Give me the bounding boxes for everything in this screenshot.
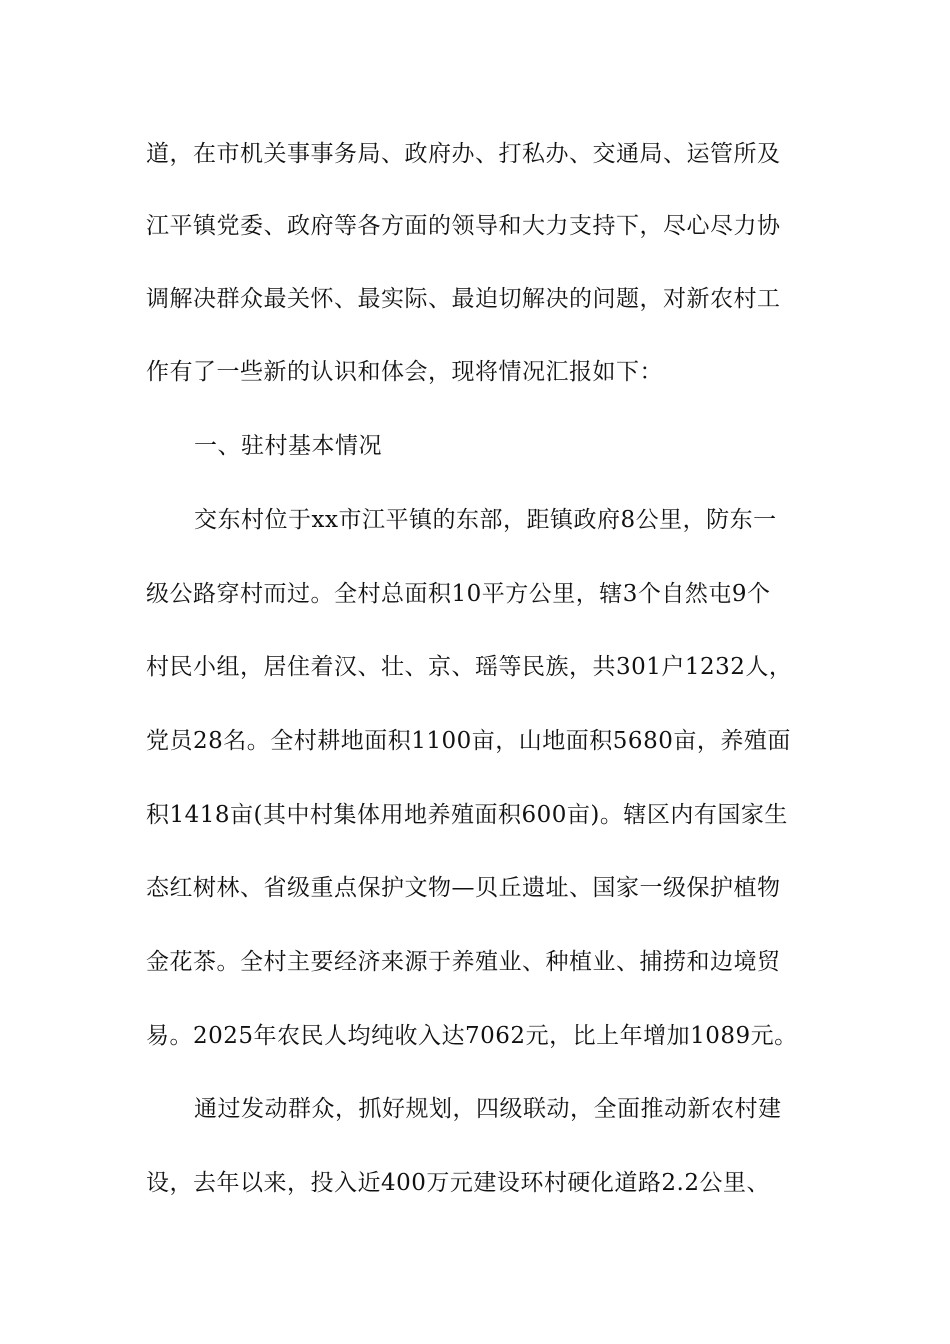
- paragraph-line: 江平镇党委、政府等各方面的领导和大力支持下，尽心尽力协: [146, 213, 781, 239]
- paragraph-line: 设，去年以来，投入近400万元建设环村硬化道路2.2公里、: [146, 1170, 770, 1196]
- paragraph-line: 级公路穿村而过。全村总面积10平方公里，辖3个自然屯9个: [146, 581, 771, 607]
- paragraph-line: 态红树林、省级重点保护文物—贝丘遗址、国家一级保护植物: [146, 875, 781, 901]
- paragraph-line: 积1418亩(其中村集体用地养殖面积600亩)。辖区内有国家生: [146, 802, 788, 828]
- paragraph-line: 易。2025年农民人均纯收入达7062元，比上年增加1089元。: [146, 1023, 798, 1049]
- section-heading: 一、驻村基本情况: [194, 433, 382, 459]
- paragraph-line: 交东村位于xx市江平镇的东部，距镇政府8公里，防东一: [194, 507, 777, 533]
- paragraph-line: 道，在市机关事事务局、政府办、打私办、交通局、运管所及: [146, 141, 781, 167]
- paragraph-line: 村民小组，居住着汉、壮、京、瑶等民族，共301户1232人，: [146, 654, 793, 680]
- paragraph-line: 金花茶。全村主要经济来源于养殖业、种植业、捕捞和边境贸: [146, 949, 781, 975]
- paragraph-line: 党员28名。全村耕地面积1100亩，山地面积5680亩，养殖面: [146, 728, 791, 754]
- paragraph-line: 通过发动群众，抓好规划，四级联动，全面推动新农村建: [194, 1096, 782, 1122]
- paragraph-line: 调解决群众最关怀、最实际、最迫切解决的问题，对新农村工: [146, 286, 781, 312]
- paragraph-line: 作有了一些新的认识和体会，现将情况汇报如下：: [146, 359, 663, 385]
